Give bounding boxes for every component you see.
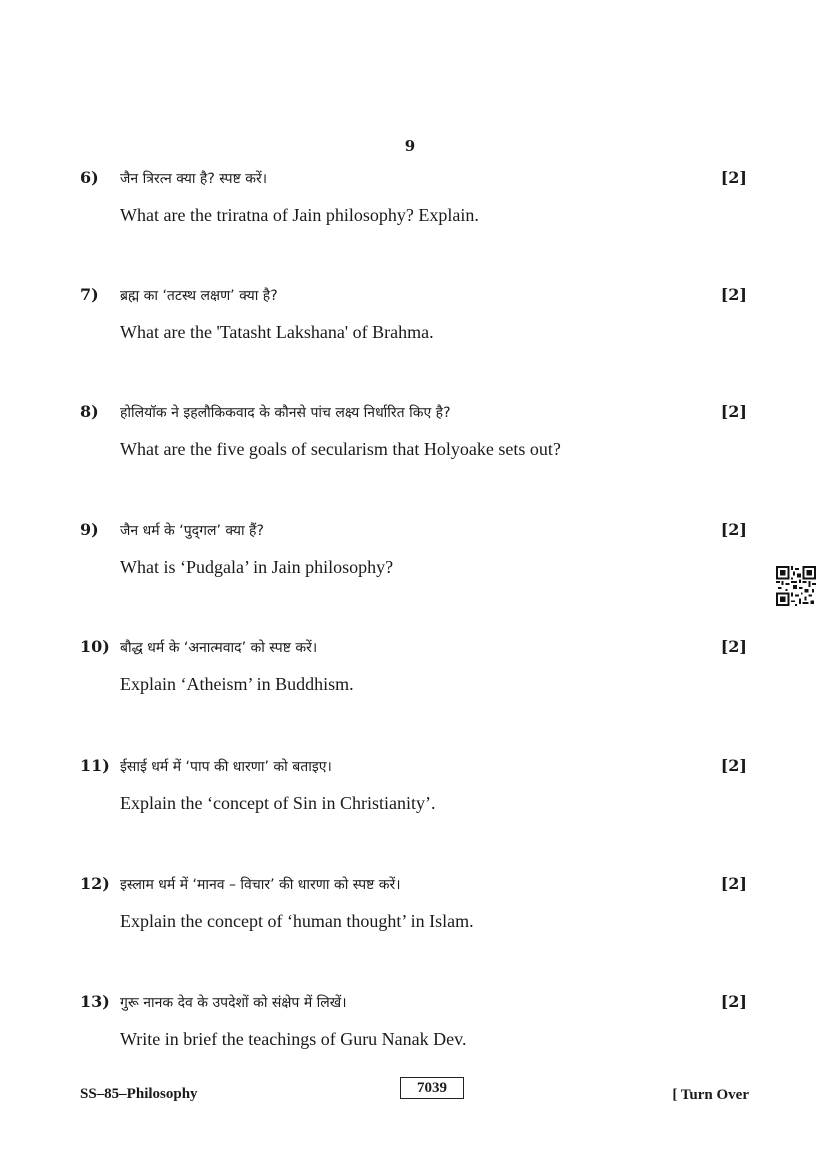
question-13 <box>80 992 750 1072</box>
paper-id-box: 7039 <box>400 1077 464 1099</box>
question-number: 12) <box>80 874 110 893</box>
question-10 <box>80 637 750 717</box>
question-hindi: इस्लाम धर्म में ‘मानव – विचार’ की धारणा को स्पष्ट करें। <box>120 877 401 893</box>
question-english: What are the 'Tatasht Lakshana' of Brahma. <box>120 322 434 342</box>
question-hindi: ईसाई धर्म में ‘पाप की धारणा’ को बताइए। <box>120 759 332 775</box>
question-marks: [2] <box>720 637 747 656</box>
question-9 <box>80 520 750 600</box>
question-english: Write in brief the teachings of Guru Nanak Dev. <box>120 1029 467 1049</box>
question-11 <box>80 756 750 836</box>
question-6 <box>80 168 750 248</box>
paper-code: SS–85–Philosophy <box>80 1086 198 1102</box>
question-marks: [2] <box>720 285 747 304</box>
question-hindi: बौद्ध धर्म के ‘अनात्मवाद’ को स्पष्ट करें। <box>120 640 318 656</box>
qr-code-icon <box>776 566 816 606</box>
question-english: Explain the concept of ‘human thought’ in Islam. <box>120 911 474 931</box>
question-english: Explain ‘Atheism’ in Buddhism. <box>120 674 354 694</box>
turn-over-label: [ Turn Over <box>672 1087 749 1103</box>
question-7 <box>80 285 750 365</box>
question-number: 6) <box>80 168 99 187</box>
question-english: What is ‘Pudgala’ in Jain philosophy? <box>120 557 394 577</box>
question-hindi: होलियॉक ने इहलौकिकवाद के कौनसे पांच लक्ष्य निर्धारित किए है? <box>120 405 451 421</box>
question-marks: [2] <box>720 874 747 893</box>
question-english: What are the five goals of secularism that Holyoake sets out? <box>120 439 561 459</box>
question-english: Explain the ‘concept of Sin in Christianity’. <box>120 793 436 813</box>
question-hindi: ब्रह्म का ‘तटस्थ लक्षण’ क्या है? <box>120 288 278 304</box>
question-marks: [2] <box>720 756 747 775</box>
question-number: 11) <box>80 756 110 775</box>
question-marks: [2] <box>720 992 747 1011</box>
question-marks: [2] <box>720 168 747 187</box>
question-hindi: गुरू नानक देव के उपदेशों को संक्षेप में लिखें। <box>120 995 347 1011</box>
question-hindi: जैन धर्म के ‘पुद्‌गल’ क्या हैं? <box>120 523 264 539</box>
question-english: What are the triratna of Jain philosophy? Explain. <box>120 205 479 225</box>
question-number: 7) <box>80 285 99 304</box>
page-number: 9 <box>404 137 416 155</box>
question-8 <box>80 402 750 482</box>
question-number: 10) <box>80 637 110 656</box>
question-number: 13) <box>80 992 110 1011</box>
question-marks: [2] <box>720 520 747 539</box>
question-marks: [2] <box>720 402 747 421</box>
question-number: 8) <box>80 402 99 421</box>
question-12 <box>80 874 750 954</box>
question-hindi: जैन त्रिरत्न क्या है? स्पष्ट करें। <box>120 171 268 187</box>
question-number: 9) <box>80 520 99 539</box>
